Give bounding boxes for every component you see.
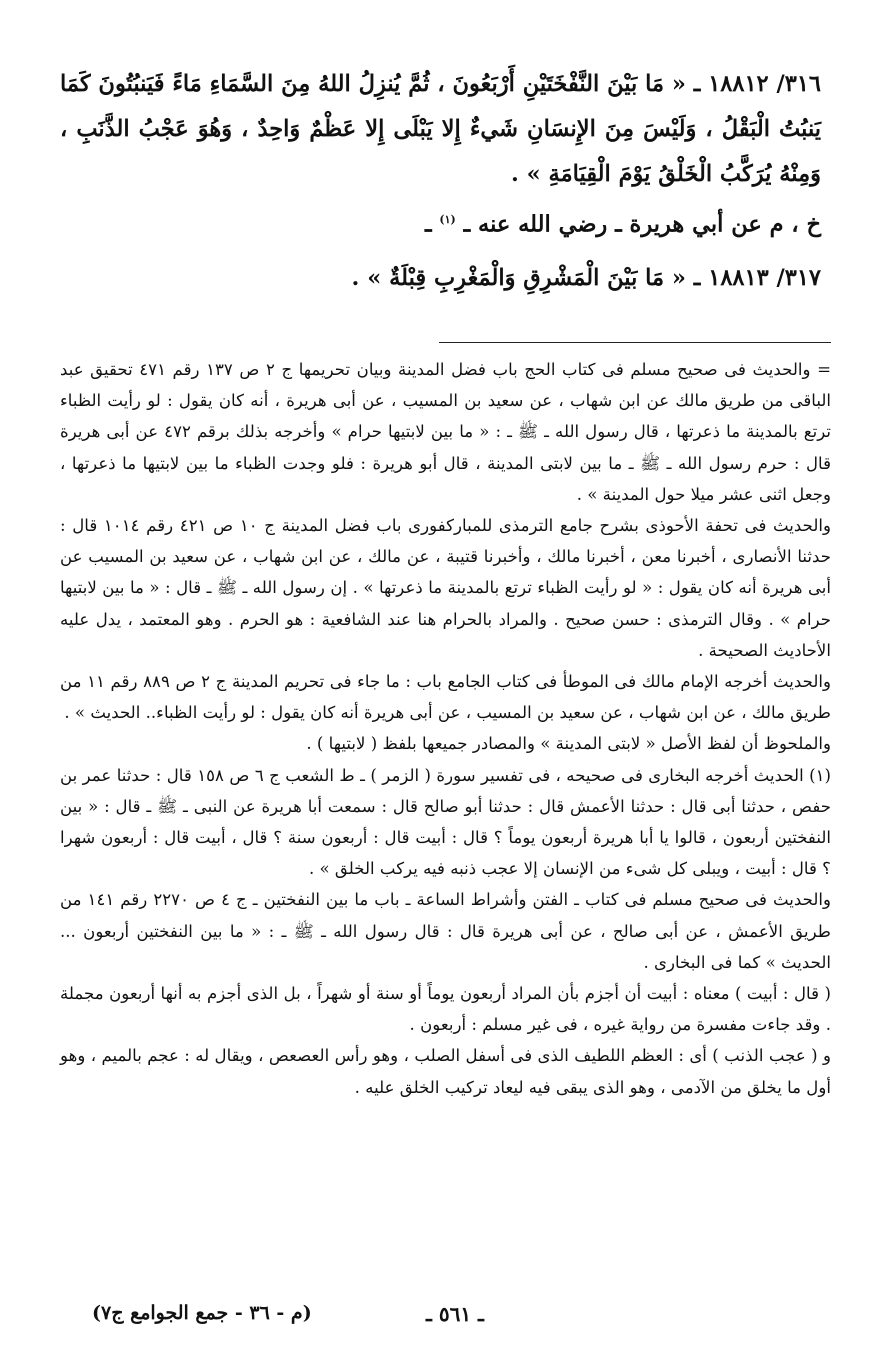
main-text [60,62,821,301]
footnote-divider [439,342,831,343]
footnote-paragraph: و ( عجب الذنب ) أى : العظم اللطيف الذى فى أسفل الصلب ، وهو رأس العصعص ، ويقال له : عجم بالميم ، وهو أول ما يخلق من الآدمى ، وهو الذى يبقى فيه ليعاد تركيب الخلق عليه . [60,1046,831,1097]
footnote-paragraph: (١) الحديث أخرجه البخارى فى صحيحه ، فى تفسير سورة ( الزمر ) ـ ط الشعب ج ٦ ص ١٥٨ قال : حدثنا عمر بن حفص ، حدثنا أبى قال : حدثنا الأعمش قال : حدثنا أبو صالح قال : سمعت أبا هريرة عن النبى ـ ﷺ ـ قال : « بين النفختين أربعون ، قالوا يا أبا هريرة أربعون يوماً ؟ قال : أبيت قال : أربعون سنة ؟ قال ، أبيت قال : أربعون شهرا ؟ قال : أبيت ، ويبلى كل شىء من الإنسان إلا عجب ذنبه فيه يركب الخلق » . [60,765,831,879]
footnote-paragraph: ( قال : أبيت ) معناه : أبيت أن أجزم بأن المراد أربعون يوماً أو سنة أو شهراً ، بل الذى أجزم به أنها أربعون مجملة . وقد جاءت مفسرة من رواية غيره ، فى غير مسلم : أربعون . [60,984,831,1035]
footnote-paragraph: والحديث فى صحيح مسلم فى كتاب ـ الفتن وأشراط الساعة ـ باب ما بين النفختين ـ ج ٤ ص ٢٢٧٠ رقم ١٤١ من طريق الأعمش ، عن أبى صالح ، عن أبى هريرة قال : قال رسول الله ـ ﷺ ـ : « ما بين النفختين أربعون ... الحديث » كما فى البخارى . [60,890,832,972]
footnote-paragraph: والحديث فى تحفة الأحوذى بشرح جامع الترمذى للمباركفورى باب فضل المدينة ج ١٠ ص ٤٢١ رقم ١٠١٤ قال : حدثنا الأنصارى ، أخبرنا معن ، أخبرنا مالك ، وأخبرنا قتيبة ، عن مالك ، عن ابن شهاب ، عن سعيد بن المسيب عن أبى هريرة أنه كان يقول : « لو رأيت الظباء ترتع بالمدينة ما ذعرتها » . إن رسول الله ـ ﷺ ـ قال : « ما بين لابتيها حرام » . وقال الترمذى : حسن صحيح . والمراد بالحرام هنا عند الشافعية : هو الحرم . وهو المعتمد ، يدل عليه الأحاديث الصحيحة . [60,516,832,660]
signature-mark: (م - ٣٦ - جمع الجوامع ج٧) [92,1302,312,1324]
footnote-paragraph: والملحوظ أن لفظ الأصل « لابتى المدينة » والمصادر جميعها بلفظ ( لابتيها ) . [306,734,831,754]
page-number: ـ ٥٦١ ـ [426,1302,484,1326]
hadith-317: ٣١٧/ ١٨٨١٣ ـ « مَا بَيْنَ الْمَشْرِقِ وَالْمَغْرِبِ قِبْلَةٌ » . [351,264,821,291]
hadith-316-source: خ ، م عن أبي هريرة ـ رضي الله عنه ـ $^{(١)}$ ـ [424,211,821,238]
footnote-marker: (١) [439,213,456,226]
footnote-paragraph: والحديث أخرجه الإمام مالك فى الموطأ فى كتاب الجامع باب : ما جاء فى تحريم المدينة ج ٢ ص ٨٨٩ رقم ١١ من طريق مالك ، عن ابن شهاب ، عن سعيد بن المسيب ، عن أبى هريرة أنه كان يقول : لو رأيت الظباء.. الحديث » . [60,672,832,723]
page-footer [0,1302,891,1342]
hadith-316: ٣١٦/ ١٨٨١٢ ـ « مَا بَيْنَ النَّفْخَتَيْنِ أَرْبَعُونَ ، ثُمَّ يُنزِلُ اللهُ مِنَ السَّمَاءِ مَاءً فَيَنبُتُونَ كَمَا يَنبُتُ الْبَقْلُ ، وَلَيْسَ مِنَ الإِنسَانِ شَيءٌ إِلا يَبْلَى إِلا عَظْمٌ وَاحِدٌ ، وَهُوَ عَجْبُ الذَّنَبِ ، وَمِنْهُ يُرَكَّبُ الْخَلْقُ يَوْمَ الْقِيَامَةِ » . [60,71,821,187]
footnote-paragraph: = والحديث فى صحيح مسلم فى كتاب الحج باب فضل المدينة وبيان تحريمها ج ٢ ص ١٣٧ رقم ٤٧١ تحقيق عبد الباقى من طريق مالك عن ابن شهاب ، عن سعيد بن المسيب ، عن أبى هريرة ، أنه كان يقول : لو رأيت الظباء ترتع بالمدينة ما ذعرتها ، قال رسول الله ـ ﷺ ـ : « ما بين لابتيها حرام » وأخرجه بذلك برقم ٤٧٢ عن أبى هريرة قال : حرم رسول الله ـ ﷺ ـ ما بين لابتى المدينة ، قال أبو هريرة : فلو وجدت الظباء ما بين لابتيها ما ذعرتها ، وجعل اثنى عشر ميلا حول المدينة » . [60,360,831,504]
source-text: خ ، م عن أبي هريرة ـ رضي الله عنه ـ [463,211,821,238]
footnotes [60,354,831,1103]
